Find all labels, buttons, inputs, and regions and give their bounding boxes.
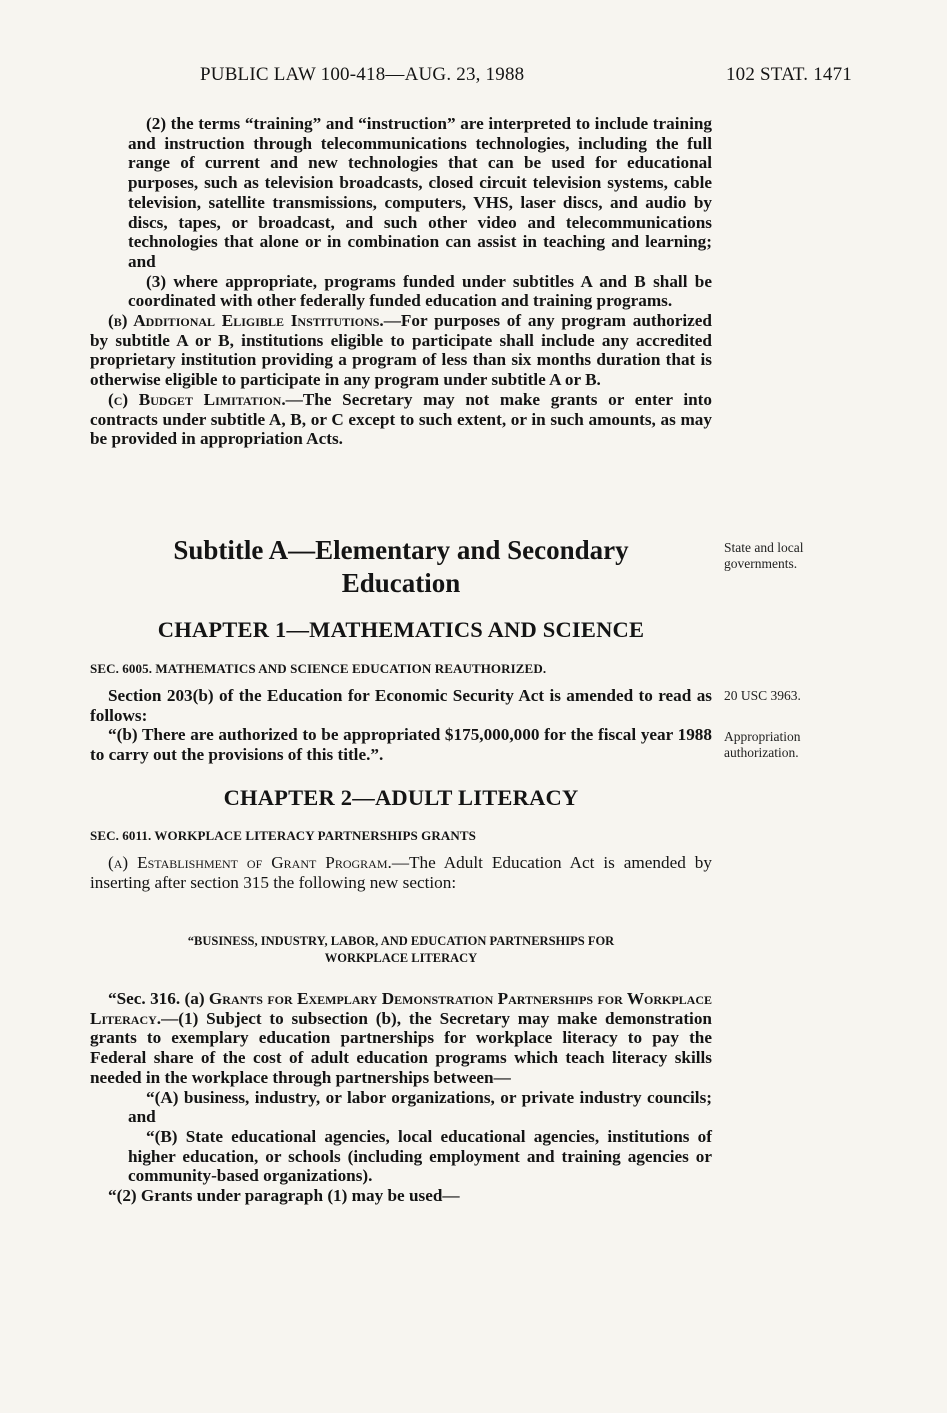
subsection-c-text: —The Secretary may not make grants or enter into contracts under subtitle A, B, or C except to such extent, or in such amounts, as may be provided in appropriation Acts. [90,389,712,449]
section-6011-body [90,853,712,892]
section-316-a [90,989,712,1088]
section-316-B: “(B) State educational agencies, local educational agencies, institutions of higher education, or schools (including employment and training agencies or community-based organizations). [128,1126,712,1186]
inserted-section-heading: “BUSINESS, INDUSTRY, LABOR, AND EDUCATION PARTNERSHIPS FOR WORKPLACE LITERACY [187,934,615,965]
section-6005-text: Section 203(b) of the Education for Economic Security Act is amended to read as follows: [90,686,712,725]
section-316-2: “(2) Grants under paragraph (1) may be used— [108,1186,460,1206]
section-6005-quote: “(b) There are authorized to be appropriated $175,000,000 for the fiscal year 1988 to carry out the provisions of this title.”. [90,725,712,765]
section-text-continued [90,114,712,449]
section-316-a-text: —(1) Subject to subsection (b), the Secretary may make demonstration grants to exemplary education partnerships for workplace literacy to pay the Federal share of the cost of adult education programs which teach literacy skills needed in the workplace through partnerships between— [90,1008,712,1087]
subsection-b [90,311,712,390]
section-6011-heading: SEC. 6011. WORKPLACE LITERACY PARTNERSHIPS GRANTS [90,828,476,843]
subsection-b-heading: (b) Additional Eligible Institutions. [108,311,384,331]
section-316-lead: “Sec. 316. (a) [108,989,209,1008]
subsection-c-heading: (c) Budget Limitation. [108,389,286,409]
stat-page-number: 102 STAT. 1471 [725,64,852,85]
subsection-b-text: —For purposes of any program authorized by subtitle A or B, institutions eligible to participate shall include any accredited proprietary institution providing a program of less than six months duration that is otherwise eligible to participate in any program under subtitle A or B. [90,311,712,390]
paragraph-3: (3) where appropriate, programs funded under subtitles A and B shall be coordinated with other federally funded education and training programs. [128,271,712,311]
subsection-c [90,390,712,449]
section-316-A: “(A) business, industry, or labor organizations, or private industry councils; and [128,1087,712,1127]
paragraph-2: (2) the terms “training” and “instruction” are interpreted to include training and instruction through telecommunications technologies, including the full range of current and new technologies that can be used for educational purposes, such as television broadcasts, closed circuit television systems, cable television, satellite transmissions, computers, VHS, laser discs, and audio by discs, tapes, or broadcast, and such other video and telecommunications technologies that alone or in combination can assist in teaching and learning; and [128,114,712,271]
public-law-citation: PUBLIC LAW 100-418—AUG. 23, 1988 [200,64,525,85]
section-6005-body [90,686,712,765]
section-6011-a-heading: (a) Establishment of Grant Program. [108,853,392,872]
margin-note-usc: 20 USC 3963. [724,688,801,703]
chapter-2-heading: CHAPTER 2—ADULT LITERACY [223,785,579,810]
margin-note-state-local: State and local governments. [724,540,804,571]
section-6005-heading: SEC. 6005. MATHEMATICS AND SCIENCE EDUCATION REAUTHORIZED. [90,661,547,676]
subtitle-a-heading: Subtitle A—Elementary and Secondary Education [173,535,629,598]
section-316-body [90,989,712,1206]
margin-note-appropriation: Appropriation authorization. [724,729,801,760]
section-316-a-heading: Grants for Exemplary Demonstration Partnerships for Workplace Literacy. [90,989,713,1028]
section-6011-a-text: —The Adult Education Act is amended by inserting after section 315 the following new section: [90,853,712,892]
section-6011-subsection-a [90,853,712,892]
chapter-1-heading: CHAPTER 1—MATHEMATICS AND SCIENCE [157,617,645,642]
